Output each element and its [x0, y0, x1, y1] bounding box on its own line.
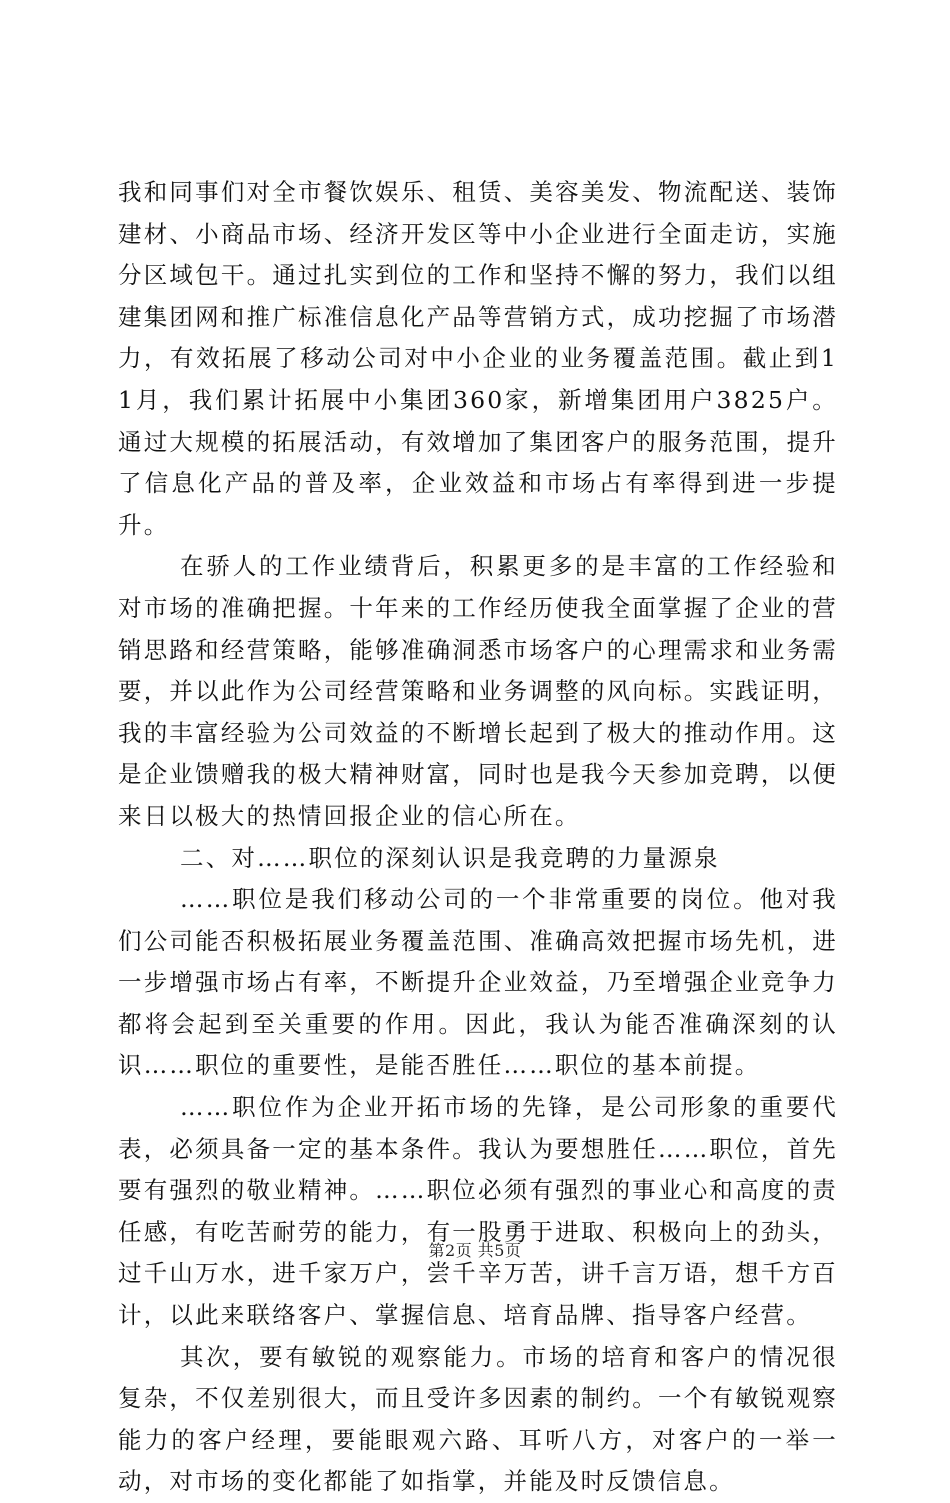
paragraph-dedication: ……职位作为企业开拓市场的先锋，是公司形象的重要代表，必须具备一定的基本条件。我认为要想胜任……职位，首先要有强烈的敬业精神。……职位必须有强烈的事业心和高度的责任感，有吃苦耐劳的能力，有一股勇于进取、积极向上的劲头，过千山万水，进千家万户，尝千辛万苦，讲千言万语，想千方百计，以此来联络客户、掌握信息、培育品牌、指导客户经营。	[118, 1093, 838, 1330]
paragraph-position-importance: ……职位是我们移动公司的一个非常重要的岗位。他对我们公司能否积极拓展业务覆盖范围、准确高效把握市场先机，进一步增强市场占有率，不断提升企业效益，乃至增强企业竞争力都将会起到至关重要的作用。因此，我认为能否准确深刻的认识……职位的重要性，是能否胜任……职位的基本前提。	[118, 885, 838, 1080]
section-heading-2: 二、对……职位的深刻认识是我竞聘的力量源泉	[180, 843, 720, 872]
page-number-footer: 第2页 共5页	[428, 1241, 522, 1260]
paragraph-outreach-results: 我和同事们对全市餐饮娱乐、租赁、美容美发、物流配送、装饰建材、小商品市场、经济开发区等中小企业进行全面走访，实施分区域包干。通过扎实到位的工作和坚持不懈的努力，我们以组建集团网和推广标准信息化产品等营销方式，成功挖掘了市场潜力，有效拓展了移动公司对中小企业的业务覆盖范围。截止到11月，我们累计拓展中小集团360家，新增集团用户3825户。通过大规模的拓展活动，有效增加了集团客户的服务范围，提升了信息化产品的普及率，企业效益和市场占有率得到进一步提升。	[118, 178, 838, 539]
paragraph-experience: 在骄人的工作业绩背后，积累更多的是丰富的工作经验和对市场的准确把握。十年来的工作经历使我全面掌握了企业的营销思路和经营策略，能够准确洞悉市场客户的心理需求和业务需要，并以此作为公司经营策略和业务调整的风向标。实践证明，我的丰富经验为公司效益的不断增长起到了极大的推动作用。这是企业馈赠我的极大精神财富，同时也是我今天参加竞聘，以便来日以极大的热情回报企业的信心所在。	[118, 552, 838, 830]
document-body	[118, 172, 838, 1503]
paragraph-observation: 其次，要有敏锐的观察能力。市场的培育和客户的情况很复杂，不仅差别很大，而且受许多因素的制约。一个有敏锐观察能力的客户经理，要能眼观六路、耳听八方，对客户的一举一动，对市场的变化都能了如指掌，并能及时反馈信息。	[118, 1342, 838, 1496]
